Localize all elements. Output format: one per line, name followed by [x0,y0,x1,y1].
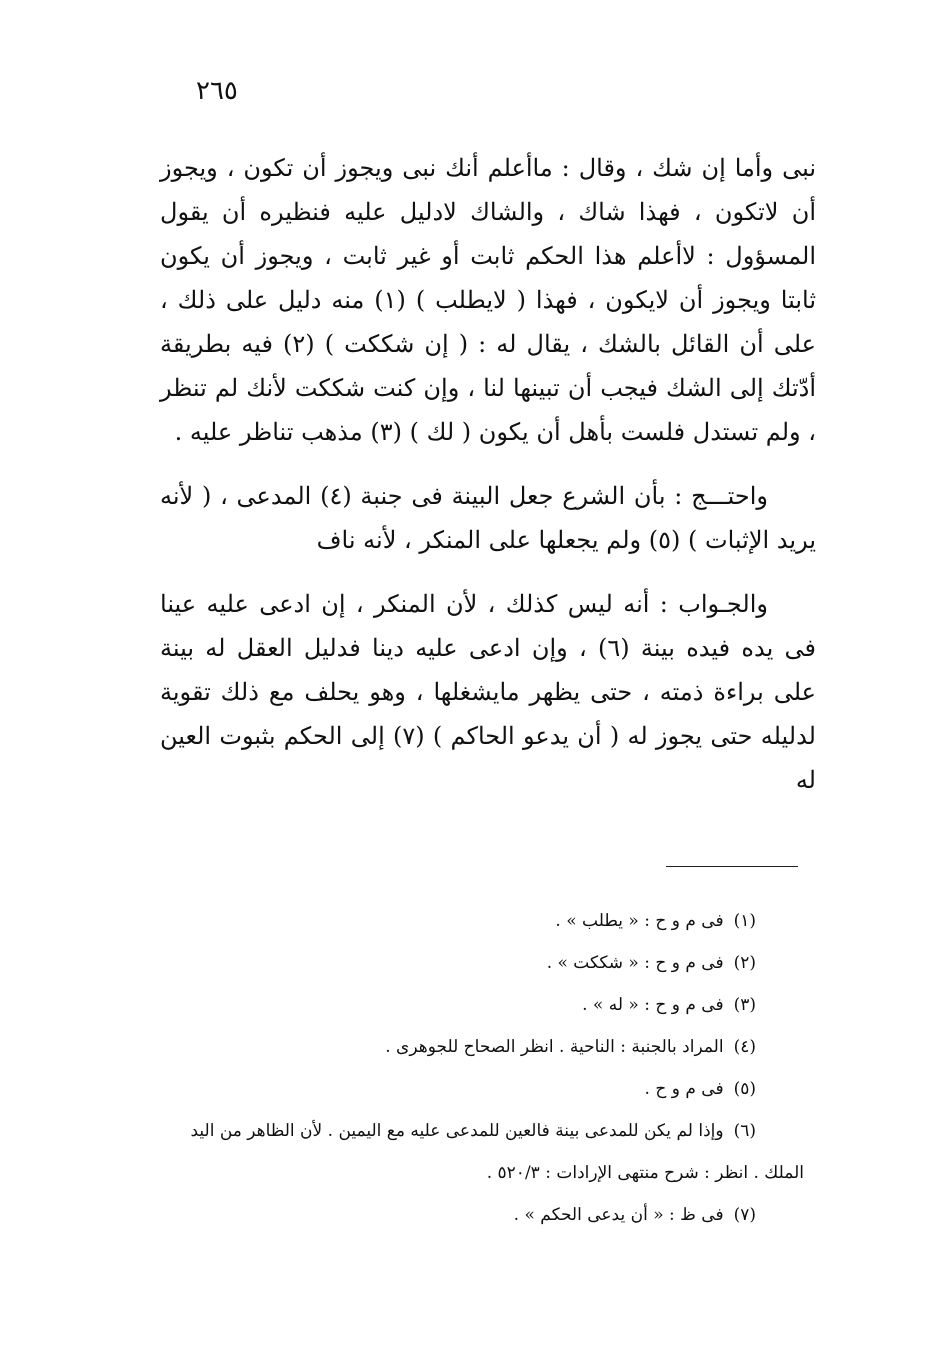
footnote-text: فى م و ح : « شككت » . [546,953,724,973]
footnote-3 [160,984,804,1026]
footnote-number: (١) [733,911,756,931]
paragraph-2: واحتـــج : بأن الشرع جعل البينة فى جنبة (٤) المدعى ، ( لأنه يريد الإثبات ) (٥) ولم يجعلها على المنكر ، لأنه ناف [160,482,816,554]
footnote-number: (٣) [733,995,756,1015]
page-number: ٢٦٥ [196,76,238,106]
footnote-6 [160,1110,804,1194]
footnote-text: فى ظ : « أن يدعى الحكم » . [513,1205,724,1225]
footnote-text: وإذا لم يكن للمدعى بينة فالعين للمدعى عليه مع اليمين . لأن الظاهر من اليد الملك . انظر : شرح منتهى الإرادات : ٥٢٠/٣ . [190,1121,804,1183]
footnote-number: (٧) [733,1205,756,1225]
footnote-7 [160,1194,804,1236]
footnote-5 [160,1068,804,1110]
footnote-1 [160,900,804,942]
footnote-number: (٤) [733,1037,756,1057]
footnote-divider [666,866,798,867]
footnote-text: المراد بالجنبة : الناحية . انظر الصحاح للجوهرى . [385,1037,724,1057]
paragraph-1: نبى وأما إن شك ، وقال : ماأعلم أنك نبى ويجوز أن تكون ، ويجوز أن لاتكون ، فهذا شاك ، والشاك لادليل عليه فنظيره أن يقول المسؤول : لاأعلم هذا الحكم ثابت أو غير ثابت ، ويجوز أن يكون ثابتا ويجوز أن لايكون ، فهذا ( لايطلب ) (١) منه دليل على ذلك ، على أن القائل بالشك ، يقال له : ( إن شككت ) (٢) فيه بطريقة أدّتك إلى الشك فيجب أن تبينها لنا ، وإن كنت شككت لأنك لم تنظر ، ولم تستدل فلست بأهل أن يكون ( لك ) (٣) مذهب تناظر عليه . [160,154,817,446]
main-text [160,146,816,802]
footnote-4 [160,1026,804,1068]
footnotes [160,900,804,1236]
footnote-number: (٢) [733,953,756,973]
footnote-number: (٥) [733,1079,756,1099]
footnote-text: فى م و ح : « يطلب » . [555,911,724,931]
footnote-number: (٦) [733,1121,756,1141]
paragraph-3: والجـواب : أنه ليس كذلك ، لأن المنكر ، إن ادعى عليه عينا فى يده فيده بينة (٦) ، وإن ادعى عليه دينا فدليل العقل له بينة على براءة ذمته ، حتى يظهر مايشغلها ، وهو يحلف مع ذلك تقوية لدليله حتى يجوز له ( أن يدعو الحاكم ) (٧) إلى الحكم بثبوت العين له [160,590,817,794]
footnote-2 [160,942,804,984]
footnote-text: فى م و ح : « له » . [582,995,724,1015]
footnote-text: فى م و ح . [644,1079,724,1099]
